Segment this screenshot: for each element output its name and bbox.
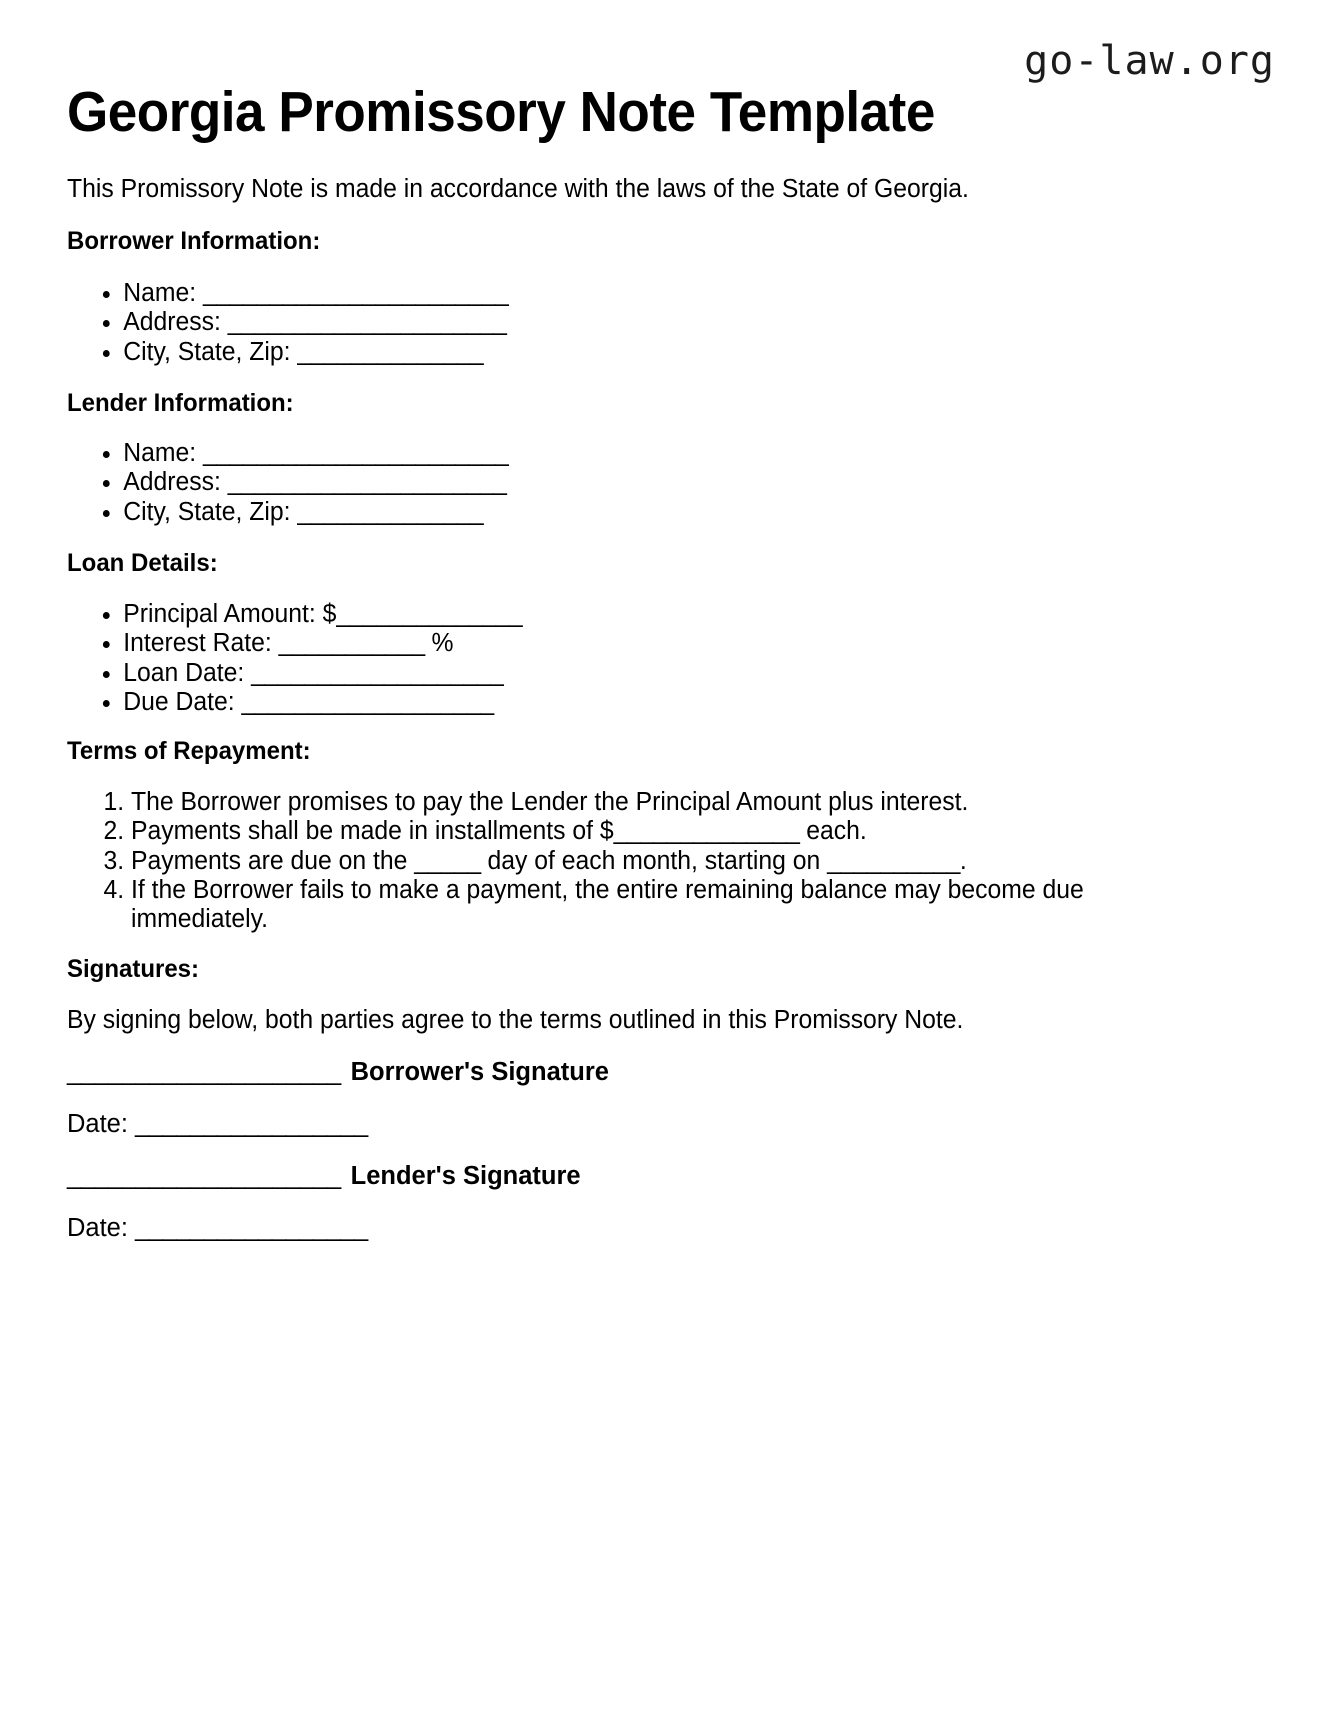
borrower-signature-blank[interactable]: ____________________	[67, 1058, 341, 1086]
lender-date-blank[interactable]: _________________	[135, 1214, 368, 1242]
list-item	[123, 629, 522, 658]
due-date-blank[interactable]: ___________________	[241, 687, 494, 716]
loan-detail-list	[67, 600, 522, 717]
site-watermark: go-law.org	[1024, 38, 1275, 84]
list-item	[131, 876, 1174, 935]
terms-list-container	[67, 788, 1174, 935]
list-item	[123, 688, 522, 717]
borrower-fields	[67, 279, 508, 367]
interest-rate-blank[interactable]: ___________	[278, 629, 425, 658]
term-2-pre: Payments shall be made in installments of $	[131, 817, 614, 846]
list-item	[123, 279, 508, 308]
term-4-text: If the Borrower fails to make a payment, the entire remaining balance may become due immediately.	[131, 875, 1084, 934]
intro-paragraph: This Promissory Note is made in accordance with the laws of the State of Georgia.	[67, 175, 969, 203]
section-heading-signatures: Signatures:	[67, 955, 200, 983]
term-1-text: The Borrower promises to pay the Lender the Principal Amount plus interest.	[131, 788, 969, 816]
borrower-field-list	[67, 279, 508, 367]
borrower-date-row	[67, 1110, 368, 1139]
borrower-citystatezip-label: City, State, Zip:	[123, 337, 298, 366]
section-heading-loan-details: Loan Details:	[67, 549, 218, 577]
borrower-address-blank[interactable]: _____________________	[227, 308, 507, 337]
list-item	[123, 439, 508, 468]
list-item	[131, 788, 1174, 817]
loan-detail-fields	[67, 600, 522, 717]
lender-name-label: Name:	[123, 439, 203, 467]
lender-signature-row	[67, 1162, 581, 1191]
term-2-post: each.	[799, 817, 867, 846]
list-item	[123, 338, 508, 367]
page-title: Georgia Promissory Note Template	[67, 80, 935, 144]
list-item	[123, 659, 522, 688]
borrower-name-label: Name:	[123, 279, 203, 307]
section-heading-lender: Lender Information:	[67, 389, 294, 417]
lender-citystatezip-blank[interactable]: ______________	[297, 497, 484, 526]
term-3-pre: Payments are due on the	[131, 846, 415, 875]
lender-address-blank[interactable]: _____________________	[227, 468, 507, 497]
list-item	[123, 498, 508, 527]
principal-amount-blank[interactable]: ______________	[336, 600, 523, 628]
loan-date-blank[interactable]: ___________________	[251, 658, 504, 687]
term-3-post2: .	[959, 846, 967, 875]
terms-list	[67, 788, 1174, 935]
section-heading-terms: Terms of Repayment:	[67, 737, 311, 765]
borrower-date-label: Date:	[67, 1110, 136, 1138]
lender-date-label: Date:	[67, 1214, 136, 1242]
signature-agreement-text: By signing below, both parties agree to the terms outlined in this Promissory Note.	[67, 1006, 964, 1034]
list-item	[123, 468, 508, 497]
interest-rate-label: Interest Rate:	[123, 629, 279, 658]
installment-amount-blank[interactable]: ______________	[613, 817, 800, 846]
start-date-blank[interactable]: __________	[827, 846, 960, 875]
borrower-citystatezip-blank[interactable]: ______________	[297, 337, 484, 366]
lender-signature-blank[interactable]: ____________________	[67, 1162, 341, 1190]
list-item	[123, 308, 508, 337]
lender-name-blank[interactable]: _______________________	[202, 439, 509, 467]
lender-signature-label: Lender's Signature	[350, 1162, 581, 1190]
borrower-address-label: Address:	[123, 308, 228, 337]
term-3-post: day of each month, starting on	[480, 846, 828, 875]
percent-symbol: %	[424, 629, 454, 658]
principal-amount-label: Principal Amount: $	[123, 600, 337, 628]
lender-citystatezip-label: City, State, Zip:	[123, 497, 298, 526]
list-item	[131, 817, 1174, 846]
list-item	[123, 600, 522, 629]
due-date-label: Due Date:	[123, 687, 242, 716]
lender-address-label: Address:	[123, 468, 228, 497]
borrower-date-blank[interactable]: _________________	[135, 1110, 368, 1138]
lender-fields	[67, 439, 508, 527]
payment-day-blank[interactable]: _____	[414, 846, 481, 875]
lender-date-row	[67, 1214, 368, 1243]
lender-field-list	[67, 439, 508, 527]
section-heading-borrower: Borrower Information:	[67, 227, 321, 255]
borrower-signature-row	[67, 1058, 609, 1087]
borrower-name-blank[interactable]: _______________________	[202, 279, 509, 307]
loan-date-label: Loan Date:	[123, 658, 252, 687]
list-item	[131, 847, 1174, 876]
borrower-signature-label: Borrower's Signature	[350, 1058, 609, 1086]
